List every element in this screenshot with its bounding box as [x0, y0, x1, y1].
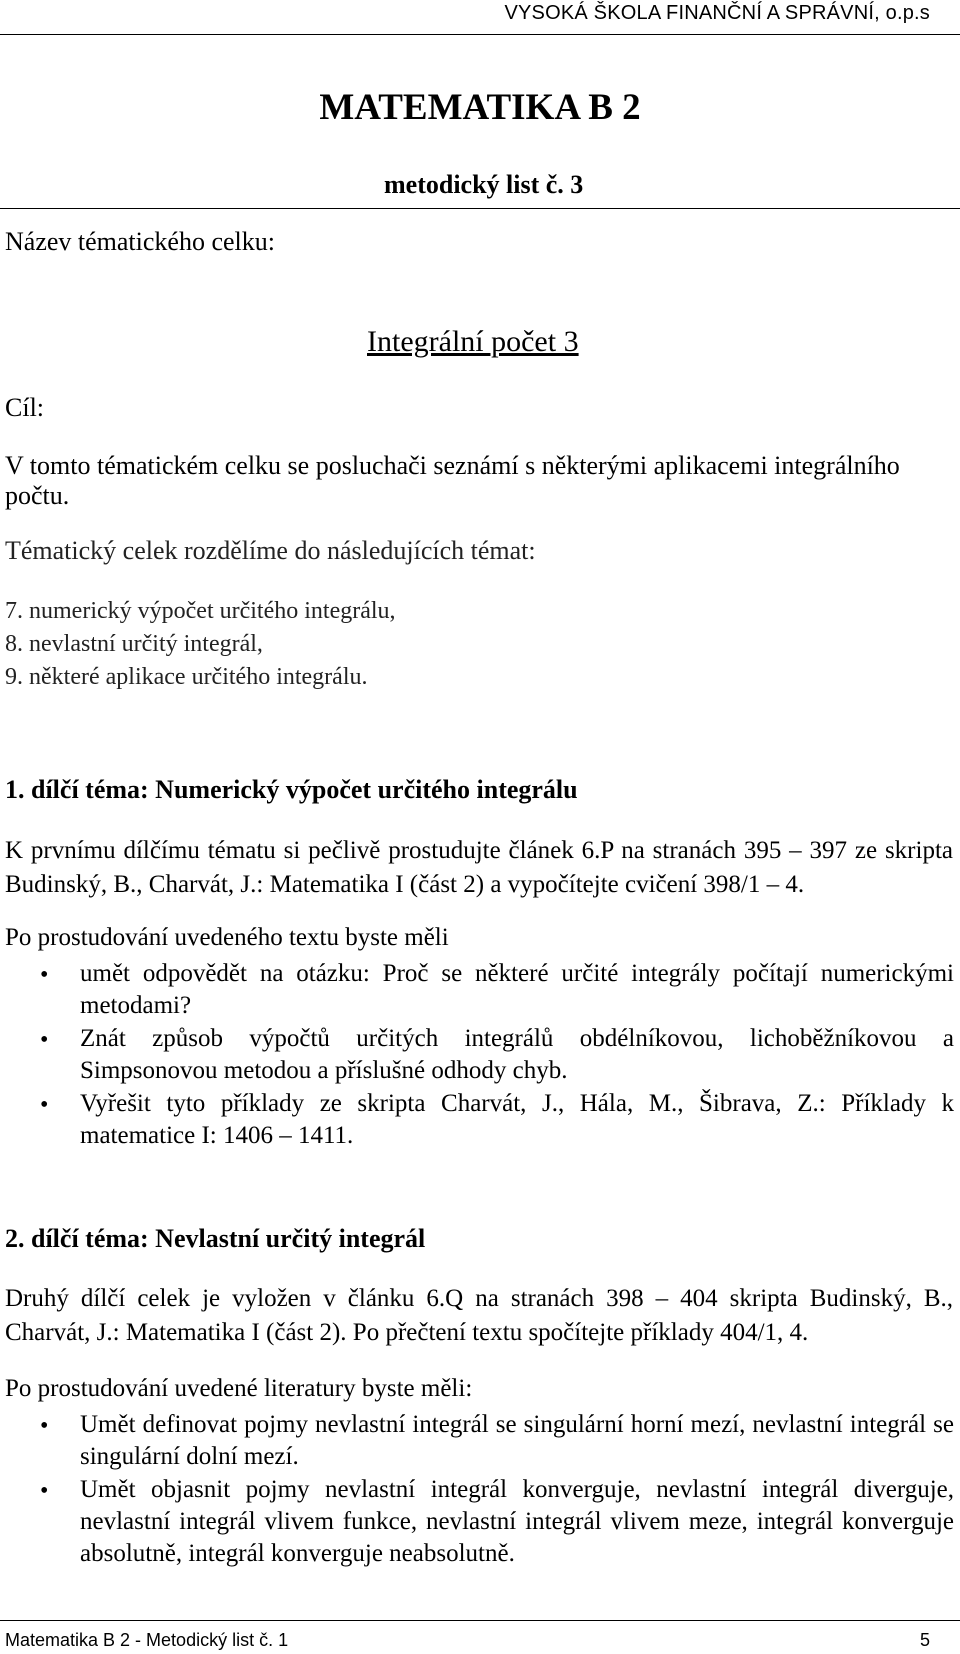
- bullet-icon: •: [40, 1413, 49, 1439]
- header-divider: [0, 34, 960, 35]
- bullet-icon: •: [40, 1478, 49, 1504]
- document-subtitle: metodický list č. 3: [384, 170, 584, 199]
- bullet-icon: •: [40, 1092, 49, 1118]
- goal-label: Cíl:: [5, 393, 45, 422]
- document-title: MATEMATIKA B 2: [319, 87, 641, 128]
- section1-paragraph: K prvnímu dílčímu tématu si pečlivě prostudujte článek 6.P na stranách 395 – 397 ze skripta Budinský, B., Charvát, J.: Matematika I (část 2) a vypočítejte cvičení 398/1 – 4.: [5, 837, 953, 898]
- page-number: 5: [919, 1630, 930, 1650]
- bullet-icon: •: [40, 1027, 49, 1053]
- footer-title: Matematika B 2 - Metodický list č. 1: [5, 1630, 289, 1650]
- section1-bullet: Znát způsob výpočtů určitých integrálů obdélníkovou, lichoběžníkovou a Simpsonovou metodou a příslušné odhody chyb.: [80, 1025, 954, 1084]
- bullet-icon: •: [40, 962, 49, 988]
- topic-list-item: 9. některé aplikace určitého integrálu.: [5, 664, 368, 690]
- section2-bullet: Umět definovat pojmy nevlastní integrál se singulární horní mezí, nevlastní integrál se singulární dolní mezí.: [80, 1411, 954, 1470]
- intro-text: V tomto tématickém celku se posluchači seznámí s některými aplikacemi integrálního počtu.: [5, 451, 900, 510]
- section1-lead: Po prostudování uvedeného textu byste měli: [5, 924, 449, 951]
- topic-list-item: 7. numerický výpočet určitého integrálu,: [5, 598, 396, 624]
- section2-bullet: Umět objasnit pojmy nevlastní integrál konverguje, nevlastní integrál diverguje, nevlastní integrál vlivem funkce, nevlastní integrál vlivem meze, integrál konverguje absolutně, integrál konverguje neabsolutně.: [80, 1476, 954, 1567]
- topic-title: Integrální počet 3: [367, 325, 579, 358]
- topic-label: Název tématického celku:: [5, 227, 275, 256]
- subtitle-divider: [0, 208, 960, 209]
- section1-bullet: umět odpovědět na otázku: Proč se některé určité integrály počítají numerickými metodami?: [80, 960, 954, 1019]
- section1-bullet: Vyřešit tyto příklady ze skripta Charvát, J., Hála, M., Šibrava, Z.: Příklady k matematice I: 1406 – 1411.: [80, 1090, 954, 1149]
- topic-list-item: 8. nevlastní určitý integrál,: [5, 631, 263, 657]
- institution-header: VYSOKÁ ŠKOLA FINANČNÍ A SPRÁVNÍ, o.p.s: [504, 2, 930, 24]
- division-intro: Tématický celek rozdělíme do následujících témat:: [5, 536, 536, 565]
- section1-heading: 1. dílčí téma: Numerický výpočet určitého integrálu: [5, 775, 578, 804]
- footer-divider: [0, 1620, 960, 1621]
- section2-heading: 2. dílčí téma: Nevlastní určitý integrál: [5, 1224, 426, 1253]
- section2-lead: Po prostudování uvedené literatury byste měli:: [5, 1375, 473, 1402]
- section2-paragraph: Druhý dílčí celek je vyložen v článku 6.Q na stranách 398 – 404 skripta Budinský, B., Charvát, J.: Matematika I (část 2). Po přečtení textu spočítejte příklady 404/1, 4.: [5, 1285, 953, 1346]
